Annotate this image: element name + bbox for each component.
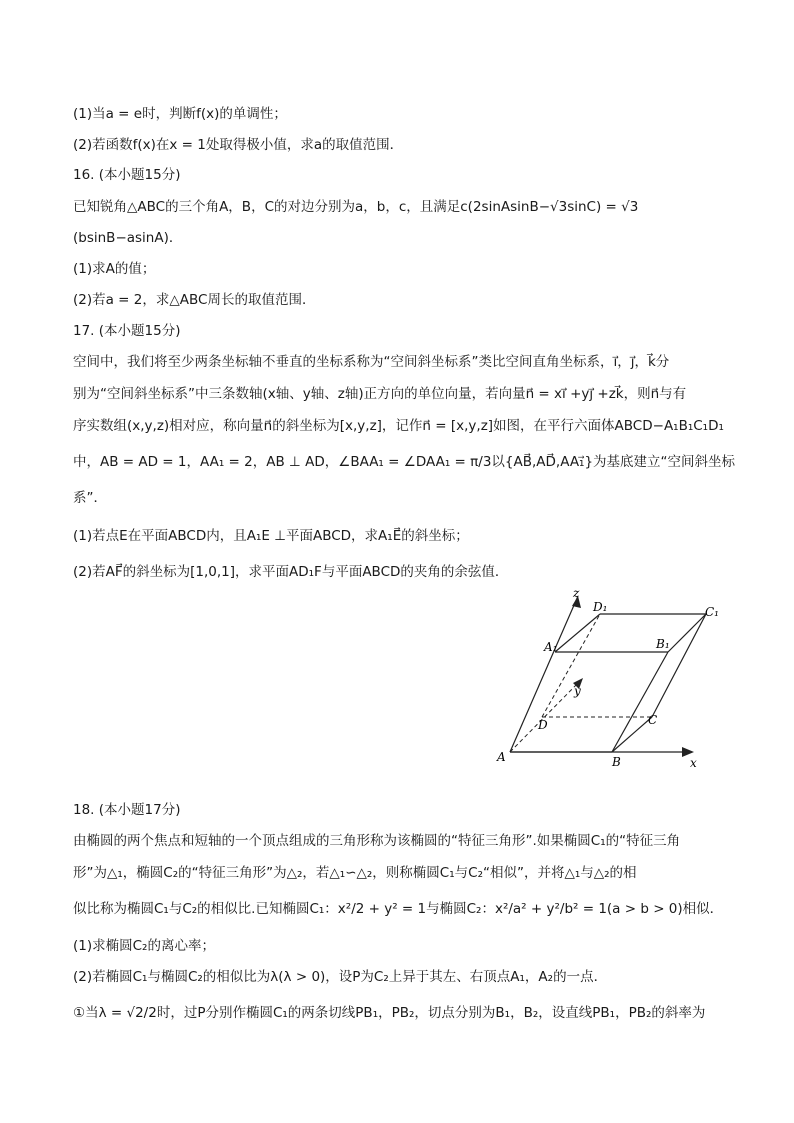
label-x: x [690, 756, 697, 770]
q16-heading: 16. (本小题15分) [73, 167, 181, 183]
q15-part2: (2)若函数f(x)在x = 1处取得极小值，求a的取值范围． [73, 137, 404, 153]
label-D: D [538, 718, 548, 732]
q17-heading: 17. (本小题15分) [73, 323, 181, 339]
q17-stem-line5: 系”． [73, 490, 107, 506]
parallelepiped-figure [490, 585, 730, 775]
label-B: B [612, 755, 621, 769]
q18-part2-sub1: ①当λ = √2/2时，过P分别作椭圆C₁的两条切线PB₁，PB₂，切点分别为B₁，B₂，设直线PB₁，PB₂的斜率为 [73, 1005, 706, 1021]
y-axis [510, 680, 581, 752]
q17-part2: (2)若AF⃗的斜坐标为[1,0,1]，求平面AD₁F与平面ABCD的夹角的余弦值． [73, 564, 509, 580]
q15-part1: (1)当a = e时，判断f(x)的单调性； [73, 106, 287, 122]
q18-stem-line3: 似比称为椭圆C₁与C₂的相似比.已知椭圆C₁：x²/2 + y² = 1与椭圆C₂：x²/a² + y²/b² = 1(a > b > 0)相似． [73, 901, 724, 917]
q16-part1: (1)求A的值； [73, 261, 156, 277]
q18-heading: 18. (本小题17分) [73, 802, 181, 818]
q18-part1: (1)求椭圆C₂的离心率； [73, 938, 215, 954]
label-A: A [497, 750, 506, 764]
label-C: C [648, 713, 658, 727]
q17-stem-line1: 空间中，我们将至少两条坐标轴不垂直的坐标系称为“空间斜坐标系”类比空间直角坐标系，i⃗，j⃗，k⃗分 [73, 354, 670, 370]
q18-stem-line1: 由椭圆的两个焦点和短轴的一个顶点组成的三角形称为该椭圆的“特征三角形”.如果椭圆C₁的“特征三角 [73, 833, 681, 849]
edge-BC [612, 717, 652, 752]
q18-part2: (2)若椭圆C₁与椭圆C₂的相似比为λ(λ > 0)，设P为C₂上异于其左、右顶点A₁，A₂的一点． [73, 969, 608, 985]
label-B1: B₁ [656, 637, 670, 651]
q17-stem-line2: 别为“空间斜坐标系”中三条数轴(x轴、y轴、z轴)正方向的单位向量，若向量n⃗ = xi⃗ +yj⃗ +zk⃗，则n⃗与有 [73, 386, 687, 402]
q17-stem-line3: 序实数组(x,y,z)相对应，称向量n⃗的斜坐标为[x,y,z]，记作n⃗ = [x,y,z]如图，在平行六面体ABCD−A₁B₁C₁D₁ [73, 418, 724, 434]
label-D1: D₁ [593, 600, 608, 614]
label-y: y [574, 684, 581, 698]
label-C1: C₁ [705, 605, 719, 619]
edge-DD1 [542, 614, 600, 717]
label-A1: A₁ [544, 640, 558, 654]
q18-stem-line2: 形”为△₁，椭圆C₂的“特征三角形”为△₂，若△₁∽△₂，则称椭圆C₁与C₂“相似”，并将△₁与△₂的相 [73, 865, 637, 881]
q17-stem-line4: 中，AB = AD = 1，AA₁ = 2，AB ⊥ AD，∠BAA₁ = ∠DAA₁ = π/3以{AB⃗,AD⃗,AA₁⃗}为基底建立“空间斜坐标 [73, 454, 736, 470]
label-z: z [573, 586, 580, 600]
q16-stem-line1: 已知锐角△ABC的三个角A，B，C的对边分别为a，b，c，且满足c(2sinAsinB−√3sinC) = √3 [73, 199, 639, 215]
q16-part2: (2)若a = 2，求△ABC周长的取值范围． [73, 292, 316, 308]
q16-stem-line2: (bsinB−asinA)． [73, 230, 183, 246]
q17-part1: (1)若点E在平面ABCD内，且A₁E ⊥平面ABCD，求A₁E⃗的斜坐标； [73, 528, 469, 544]
edge-B1C1 [668, 614, 706, 652]
